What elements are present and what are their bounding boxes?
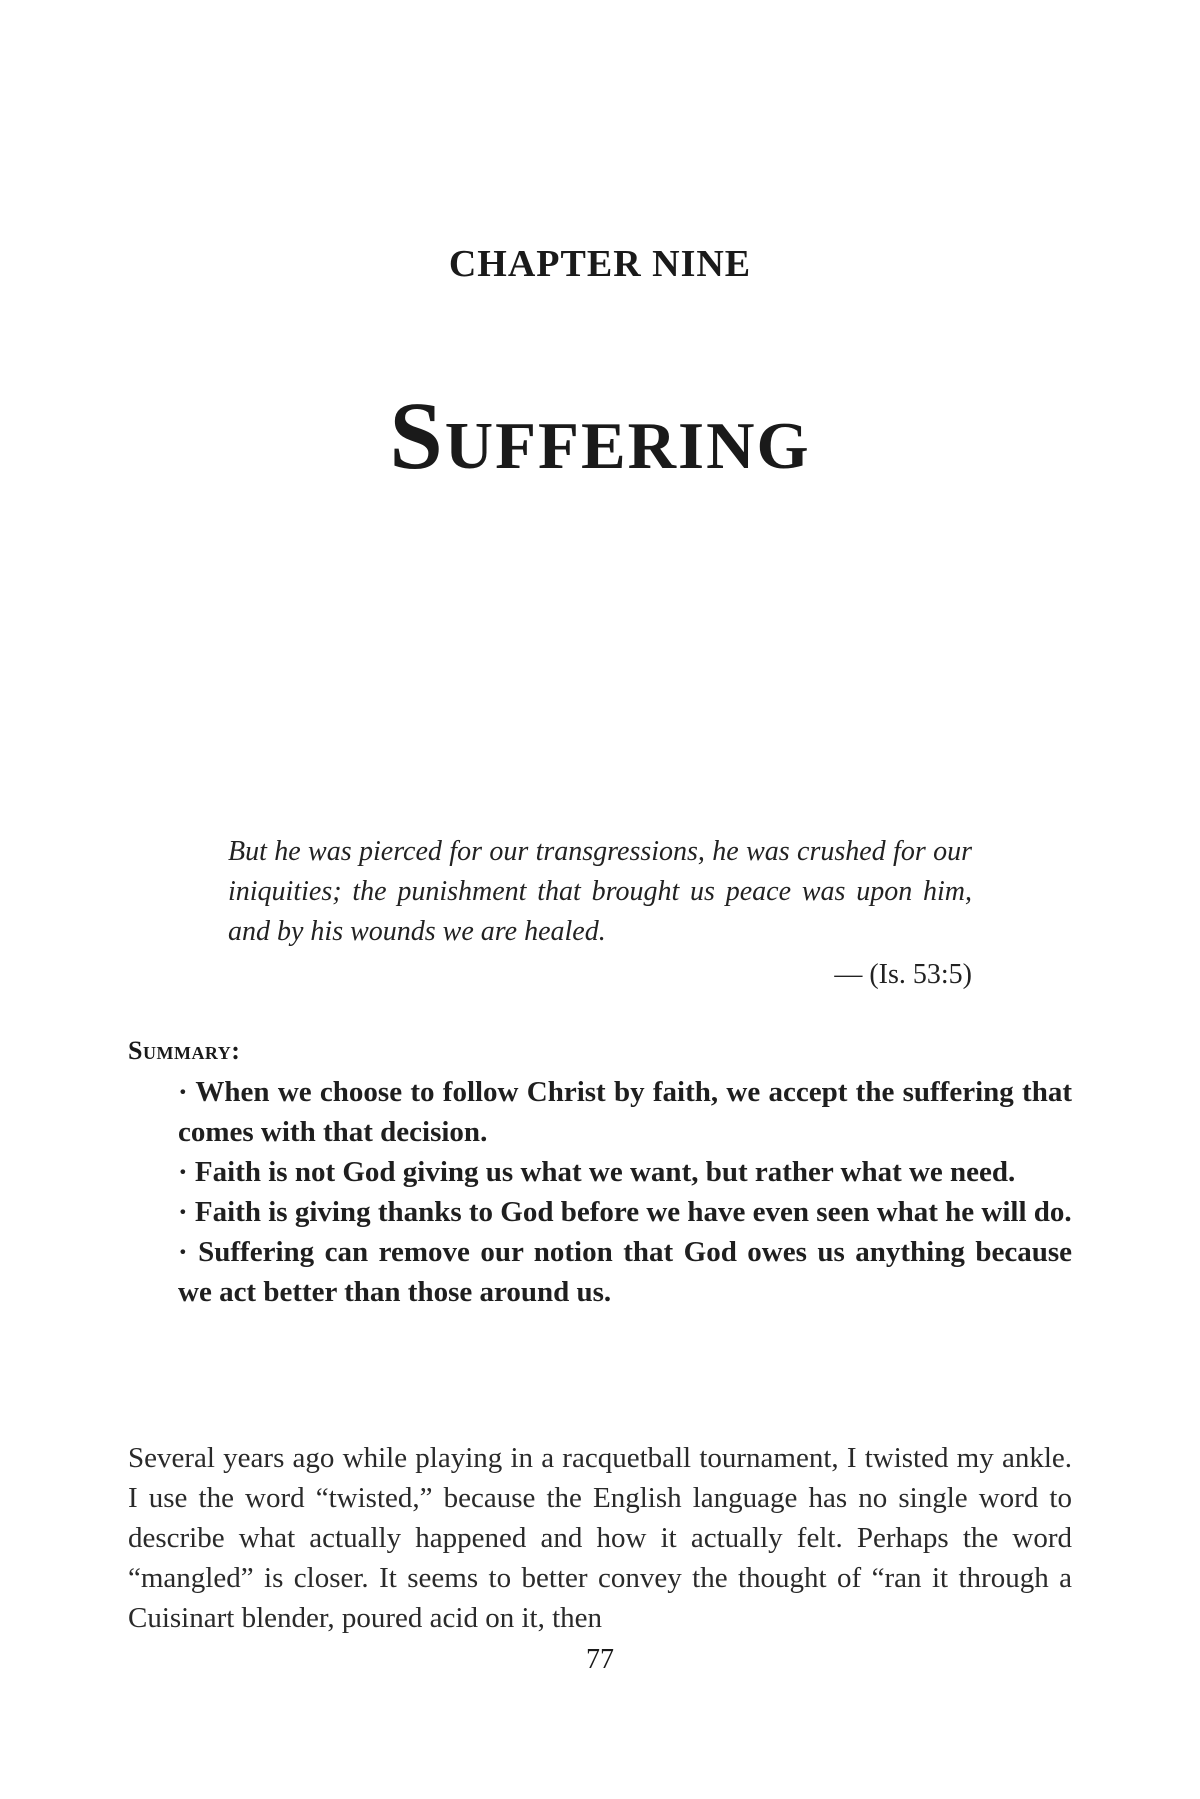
summary-heading: Summary: xyxy=(128,1036,241,1065)
summary-item: · Faith is giving thanks to God before we have even seen what he will do. xyxy=(178,1196,1072,1228)
page-number: 77 xyxy=(586,1644,614,1675)
summary-item: · Faith is not God giving us what we want, but rather what we need. xyxy=(178,1156,1016,1188)
chapter-label: CHAPTER NINE xyxy=(448,243,752,285)
summary-list xyxy=(178,1072,1072,1312)
chapter-title: Suffering xyxy=(389,382,811,489)
summary-item: · When we choose to follow Christ by faith, we accept the suffering that comes with that decision. xyxy=(178,1076,1072,1148)
summary-item: · Suffering can remove our notion that God owes us anything because we act better than those around us. xyxy=(178,1236,1072,1308)
epigraph-quote: But he was pierced for our transgressions, he was crushed for our iniquities; the punishment that brought us peace was upon him, and by his wounds we are healed. xyxy=(228,836,972,947)
epigraph-citation: — (Is. 53:5) xyxy=(834,959,972,990)
body-paragraph: Several years ago while playing in a racquetball tournament, I twisted my ankle. I use the word “twisted,” because the English language has no single word to describe what actually happened and how it actually felt. Perhaps the word “mangled” is closer. It seems to better convey the thought of “ran it through a Cuisinart blender, poured acid on it, then xyxy=(128,1442,1072,1634)
